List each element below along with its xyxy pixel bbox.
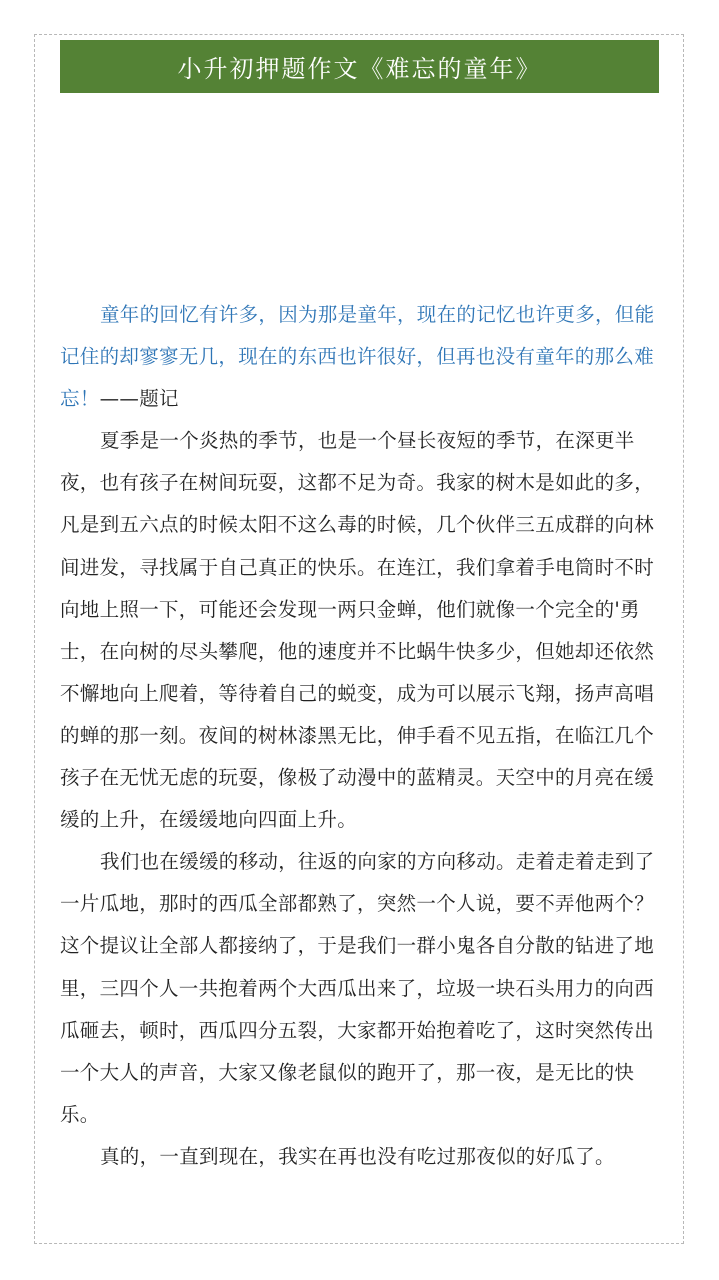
- body-paragraph: 真的，一直到现在，我实在再也没有吃过那夜似的好瓜了。: [100, 1144, 615, 1168]
- epigraph-paragraph: [60, 294, 670, 420]
- body-paragraph: 夏季是一个炎热的季节，也是一个昼长夜短的季节，在深更半夜，也有孩子在树间玩耍，这都不足为奇。我家的树木是如此的多，凡是到五六点的时候太阳不这么毒的时候，几个伙伴三五成群的向林间进发，寻找属于自己真正的快乐。在连江，我们拿着手电筒时不时向地上照一下，可能还会发现一两只金蝉，他们就像一个完全的'勇士，在向树的尽头攀爬，他的速度并不比蜗牛快多少，但她却还依然不懈地向上爬着，等待着自己的蜕变，成为可以展示飞翔，扬声高唱的蝉的那一刻。夜间的树林漆黑无比，伸手看不见五指，在临江几个孩子在无忧无虑的玩耍，像极了动漫中的蓝精灵。天空中的月亮在缓缓的上升，在缓缓地向四面上升。: [60, 429, 655, 832]
- title-banner: [60, 40, 659, 93]
- epigraph-text: 童年的回忆有许多，因为那是童年，现在的记忆也许更多，但能记住的却寥寥无几，现在的东西也许很好，但再也没有童年的那么难忘！: [60, 303, 655, 411]
- article-body: [60, 294, 670, 1178]
- body-paragraph: 我们也在缓缓的移动，往返的向家的方向移动。走着走着走到了一片瓜地，那时的西瓜全部都熟了，突然一个人说，要不弄他两个？这个提议让全部人都接纳了，于是我们一群小鬼各自分散的钻进了地里，三四个人一共抱着两个大西瓜出来了，垃圾一块石头用力的向西瓜砸去，顿时，西瓜四分五裂，大家都开始抱着吃了，这时突然传出一个大人的声音，大家又像老鼠似的跑开了，那一夜，是无比的快乐。: [60, 850, 655, 1126]
- epigraph-note: ——题记: [99, 387, 179, 411]
- page-title: 小升初押题作文《难忘的童年》: [177, 55, 542, 83]
